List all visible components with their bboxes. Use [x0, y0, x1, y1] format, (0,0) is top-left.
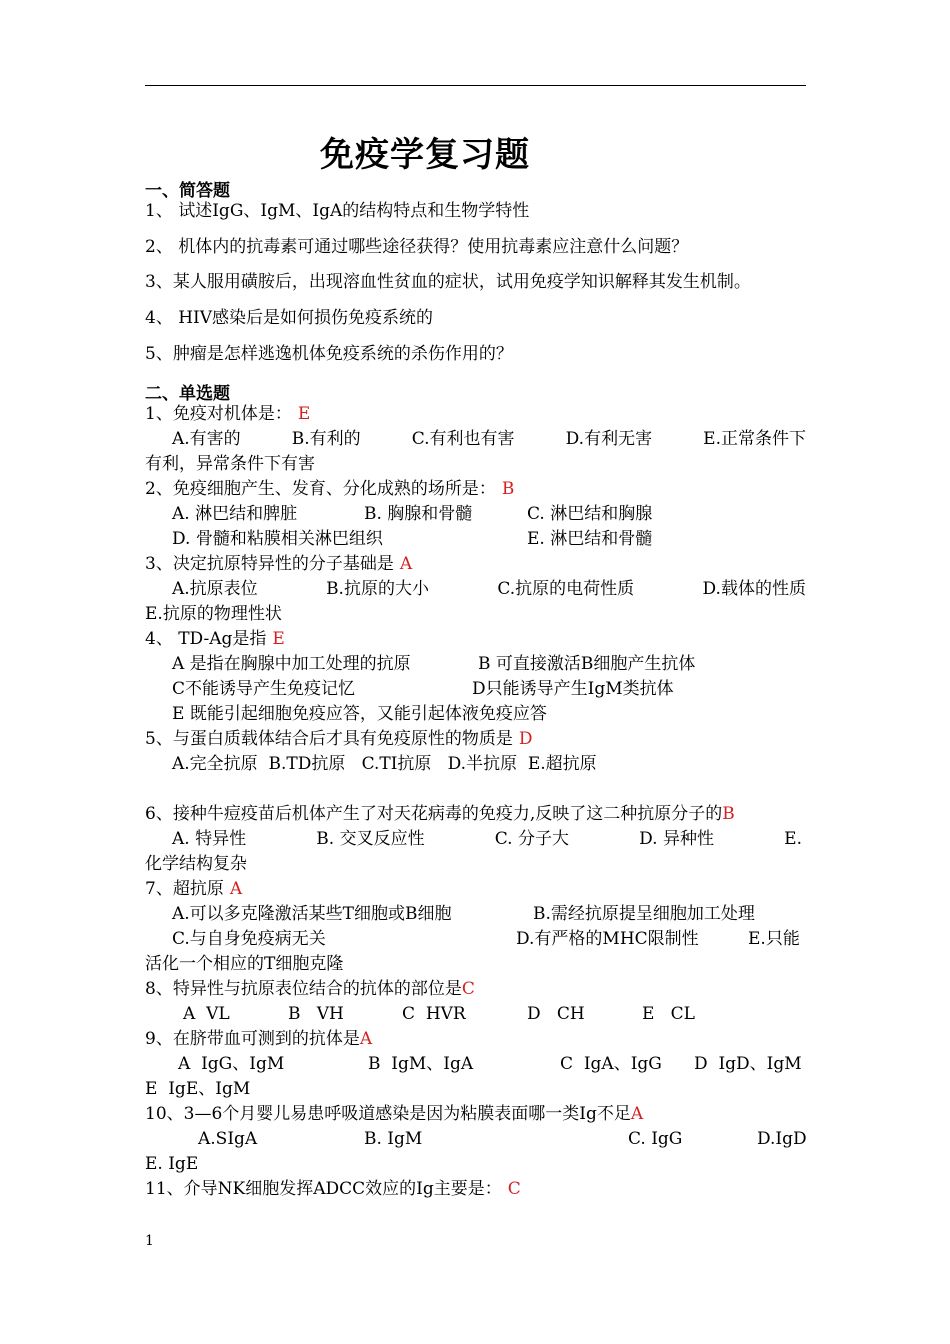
question-stem: 10、3—6个月婴儿易患呼吸道感染是因为粘膜表面哪一类Ig不足A	[145, 1104, 644, 1124]
option: A. 淋巴结和脾脏	[172, 504, 298, 524]
option: C IgA、IgG	[560, 1054, 662, 1074]
question-stem: 2、免疫细胞产生、发育、分化成熟的场所是： B	[145, 479, 515, 499]
option: E 既能引起细胞免疫应答，又能引起体液免疫应答	[172, 704, 547, 724]
option-continuation: E. IgE	[145, 1154, 199, 1174]
option-continuation: 化学结构复杂	[145, 854, 247, 874]
option: B.抗原的大小	[326, 579, 429, 599]
option: E.只能	[748, 929, 800, 949]
page-number: 1	[145, 1233, 154, 1249]
short-question: 5、肿瘤是怎样逃逸机体免疫系统的杀伤作用的？	[145, 344, 513, 364]
option: C. 分子大	[494, 829, 569, 849]
question-stem: 7、超抗原 A	[145, 879, 243, 899]
option: B. IgM	[364, 1129, 423, 1149]
option-continuation: 活化一个相应的T细胞克隆	[145, 954, 344, 974]
answer-key: B	[501, 479, 515, 499]
question-stem: 3、决定抗原特异性的分子基础是 A	[145, 554, 413, 574]
short-question: 1、 试述IgG、IgM、IgA的结构特点和生物学特性	[145, 201, 530, 221]
header-rule	[145, 85, 806, 86]
option: D.载体的性质	[702, 579, 806, 599]
page-title: 免疫学复习题	[320, 135, 530, 175]
option: C. 淋巴结和胸腺	[527, 504, 653, 524]
option: D. 骨髓和粘膜相关淋巴组织	[172, 529, 383, 549]
options-row	[172, 578, 806, 600]
option: D.有严格的MHC限制性	[516, 929, 699, 949]
option: C.抗原的电荷性质	[497, 579, 635, 599]
option: D.有利无害	[565, 429, 653, 449]
option: A.有害的	[172, 429, 241, 449]
option: B.需经抗原提呈细胞加工处理	[533, 904, 755, 924]
answer-key: D	[518, 729, 533, 749]
option: C. IgG	[628, 1129, 683, 1149]
short-question: 2、 机体内的抗毒素可通过哪些途径获得？使用抗毒素应注意什么问题？	[145, 237, 689, 257]
option: B IgM、IgA	[368, 1054, 474, 1074]
option: D.IgD	[757, 1129, 807, 1149]
answer-key: C	[507, 1179, 521, 1199]
option: A.SIgA	[198, 1129, 258, 1149]
option: E.正常条件下	[703, 429, 806, 449]
option: C.与自身免疫病无关	[172, 929, 326, 949]
option: C不能诱导产生免疫记忆	[172, 679, 356, 699]
option-continuation: E.抗原的物理性状	[145, 604, 282, 624]
option: B VH	[288, 1004, 344, 1024]
question-stem: 8、特异性与抗原表位结合的抗体的部位是C	[145, 979, 475, 999]
options-row	[172, 828, 802, 850]
option-continuation: E IgE、IgM	[145, 1079, 251, 1099]
option: A 是指在胸腺中加工处理的抗原	[172, 654, 411, 674]
option: B. 胸腺和骨髓	[364, 504, 473, 524]
answer-key: A	[399, 554, 413, 574]
section-heading-single: 二、单选题	[145, 384, 230, 404]
option: E CL	[642, 1004, 695, 1024]
option: A IgG、IgM	[178, 1054, 285, 1074]
option: B.有利的	[291, 429, 361, 449]
option: A.可以多克隆激活某些T细胞或B细胞	[172, 904, 452, 924]
option: D. 异种性	[639, 829, 714, 849]
option: B. 交叉反应性	[316, 829, 425, 849]
answer-key: E	[297, 404, 311, 424]
option: B 可直接激活B细胞产生抗体	[478, 654, 696, 674]
question-stem: 1、免疫对机体是： E	[145, 404, 311, 424]
short-question: 4、 HIV感染后是如何损伤免疫系统的	[145, 308, 434, 328]
option: D只能诱导产生IgM类抗体	[472, 679, 674, 699]
question-stem: 6、接种牛痘疫苗后机体产生了对天花病毒的免疫力,反映了这二种抗原分子的B	[145, 804, 735, 824]
option: D CH	[527, 1004, 585, 1024]
options-row	[172, 428, 806, 450]
question-stem: 4、 TD-Ag是指 E	[145, 629, 285, 649]
answer-key: C	[461, 979, 475, 999]
option: C.有利也有害	[411, 429, 515, 449]
option: C HVR	[402, 1004, 466, 1024]
question-stem: 5、与蛋白质载体结合后才具有免疫原性的物质是 D	[145, 729, 533, 749]
option: A.抗原表位	[172, 579, 258, 599]
option: E.	[784, 829, 802, 849]
answer-key: A	[630, 1104, 644, 1124]
question-stem: 11、介导NK细胞发挥ADCC效应的Ig主要是： C	[145, 1179, 521, 1199]
answer-key: A	[359, 1029, 373, 1049]
option: A VL	[183, 1004, 230, 1024]
option: D IgD、IgM	[694, 1054, 802, 1074]
question-stem: 9、在脐带血可测到的抗体是A	[145, 1029, 373, 1049]
option: E. 淋巴结和骨髓	[527, 529, 653, 549]
answer-key: B	[722, 804, 735, 824]
options-row: A.完全抗原 B.TD抗原 C.TI抗原 D.半抗原 E.超抗原	[172, 754, 597, 774]
answer-key: A	[229, 879, 243, 899]
answer-key: E	[272, 629, 285, 649]
short-question: 3、某人服用磺胺后，出现溶血性贫血的症状，试用免疫学知识解释其发生机制。	[145, 272, 751, 292]
option: A. 特异性	[172, 829, 247, 849]
section-heading-short: 一、简答题	[145, 181, 230, 201]
option-continuation: 有利，异常条件下有害	[145, 454, 315, 474]
